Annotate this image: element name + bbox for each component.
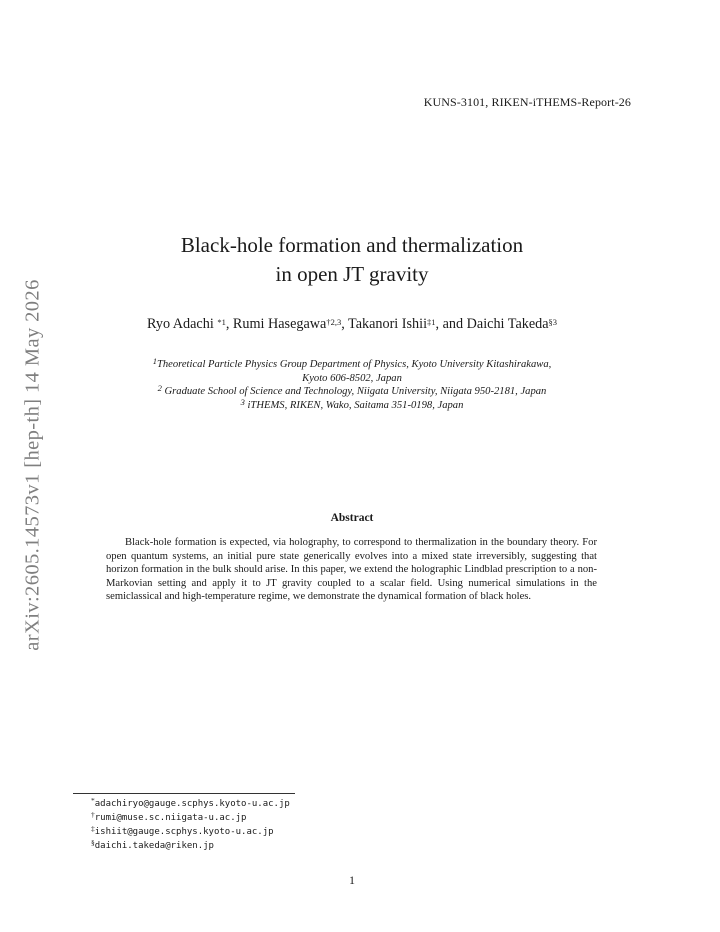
abstract-body: Black-hole formation is expected, via holography, to correspond to thermalization in the boundary theory. For open quantum systems, an initial pure state generically evolves into a mixed state irreversibly, suggesting that horizon formation in the bulk should arise. In this paper, we extend the holographic Lindblad prescription to a non-Markovian setting and apply it to JT gravity coupled to a scalar field. Using numerical simulations in the semiclassical and high-temperature regime, we demonstrate the dynamical formation of black holes. [106, 537, 597, 602]
author-name: Rumi Hasegawa [232, 316, 327, 332]
affiliation-mark: 1 [152, 356, 157, 367]
author-separator: , [225, 316, 233, 332]
footnote-text: adachiryo@gauge.scphys.kyoto-u.ac.jp [94, 799, 290, 809]
affiliation-text: Kyoto 606-8502, Japan [302, 372, 402, 384]
author-mark: †2,3 [326, 317, 342, 328]
author-mark: *1 [217, 317, 226, 328]
footnote-mark: § [91, 838, 95, 848]
footnote-divider [73, 793, 295, 794]
footnote-email [91, 797, 290, 811]
report-number: KUNS-3101, RIKEN-iTHEMS-Report-26 [423, 95, 631, 109]
affiliation-line [0, 385, 704, 399]
footnote-text: daichi.takeda@riken.jp [94, 841, 214, 851]
affiliation-text: iTHEMS, RIKEN, Wako, Saitama 351-0198, Japan [244, 399, 464, 411]
abstract-heading: Abstract [330, 512, 374, 524]
arxiv-identifier-stamp: arXiv:2605.14573v1 [hep-th] 14 May 2026 [21, 279, 44, 651]
author-name: Daichi Takeda [466, 316, 549, 332]
footnote-mark: * [91, 796, 95, 806]
affiliations [0, 358, 704, 412]
author-list [0, 316, 704, 333]
footnote-text: rumi@muse.sc.niigata-u.ac.jp [94, 813, 247, 823]
author-mark: §3 [548, 317, 558, 328]
footnote-email [91, 839, 290, 853]
affiliation-mark: 2 [157, 383, 162, 394]
paper-title [0, 231, 704, 289]
affiliation-mark: 3 [240, 396, 245, 407]
affiliation-text: Theoretical Particle Physics Group Department of Physics, Kyoto University Kitashirakawa, [156, 359, 552, 370]
footnote-mark: † [91, 810, 95, 820]
footnote-email [91, 825, 290, 839]
author-separator: , [341, 316, 349, 332]
author-name: Takanori Ishii [348, 316, 428, 332]
affiliation-line [0, 372, 704, 386]
footnote-text: ishiit@gauge.scphys.kyoto-u.ac.jp [94, 827, 274, 837]
author-name: Ryo Adachi [146, 316, 218, 332]
affiliation-line [0, 358, 704, 372]
affiliation-line [0, 396, 704, 413]
author-mark: ‡1 [427, 317, 436, 328]
footnote-email [91, 811, 290, 825]
page-number: 1 [349, 873, 355, 887]
author-separator: , and [435, 316, 467, 332]
affiliation-text: Graduate School of Science and Technology, Niigata University, Niigata 950-2181, Japan [161, 386, 547, 397]
title-line-1: Black-hole formation and thermalization [180, 233, 524, 257]
footnote-mark: ‡ [91, 824, 95, 834]
footnotes [91, 797, 290, 853]
title-line-2: in open JT gravity [275, 262, 429, 286]
